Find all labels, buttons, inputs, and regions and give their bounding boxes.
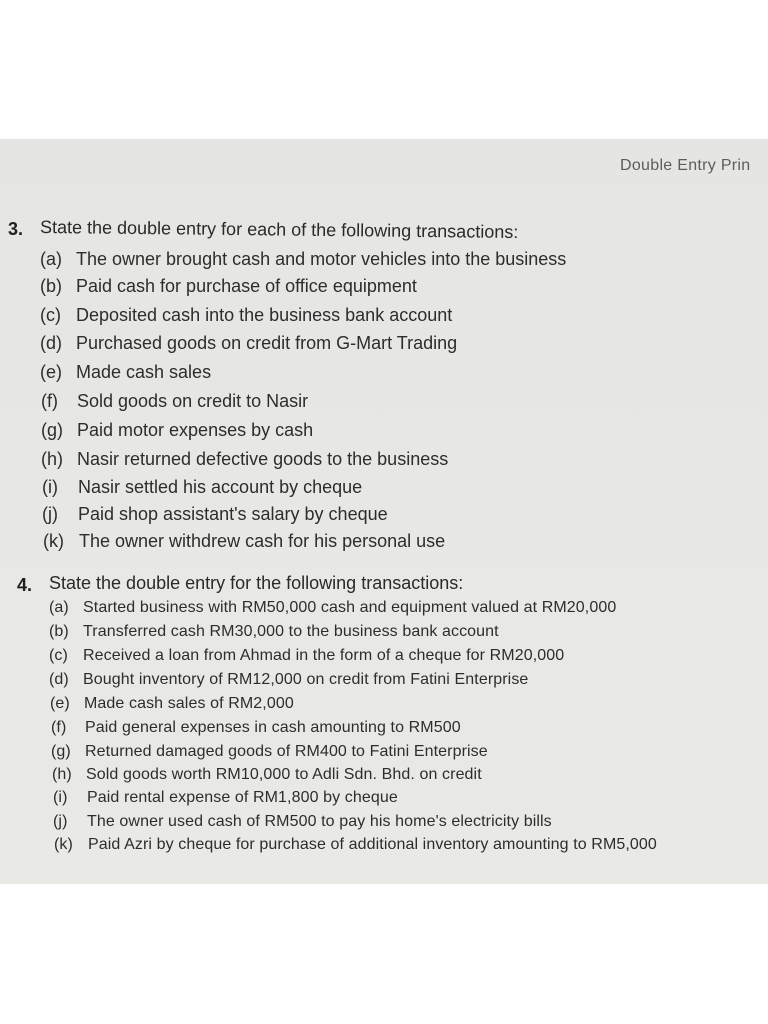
item-text: The owner withdrew cash for his personal use (79, 531, 446, 551)
item-letter: (c) (49, 647, 68, 664)
list-item (49, 671, 528, 689)
list-item (51, 719, 461, 737)
item-text: Paid Azri by cheque for purchase of additional inventory amounting to RM5,000 (88, 836, 657, 853)
list-item (49, 623, 499, 641)
item-letter: (h) (52, 766, 72, 783)
item-letter: (i) (53, 789, 68, 806)
list-item (50, 695, 294, 713)
item-text: Paid general expenses in cash amounting to RM500 (85, 719, 461, 736)
item-letter: (c) (40, 305, 61, 325)
item-text: Transferred cash RM30,000 to the business bank account (83, 623, 499, 640)
item-letter: (j) (53, 813, 68, 830)
list-item (42, 477, 362, 498)
item-text: Made cash sales (76, 362, 212, 382)
list-item (41, 449, 448, 470)
item-letter: (d) (40, 333, 62, 353)
list-item (52, 766, 482, 784)
question-3 (0, 217, 768, 551)
question-prompt: State the double entry for the following transactions: (49, 573, 464, 593)
item-text: Bought inventory of RM12,000 on credit from Fatini Enterprise (83, 671, 529, 688)
question-number: 3. (8, 219, 24, 239)
item-text: Sold goods on credit to Nasir (77, 391, 309, 411)
item-text: The owner used cash of RM500 to pay his home's electricity bills (87, 813, 552, 830)
textbook-page (0, 139, 768, 884)
item-letter: (d) (49, 671, 69, 688)
item-letter: (g) (51, 743, 71, 760)
list-item (40, 305, 452, 326)
item-letter: (e) (50, 695, 70, 712)
question-number: 4. (17, 575, 33, 595)
item-letter: (f) (41, 391, 58, 411)
running-header: Double Entry Prin (620, 157, 751, 174)
item-text: Returned damaged goods of RM400 to Fatini Enterprise (85, 743, 488, 760)
item-text: Paid cash for purchase of office equipment (76, 276, 417, 296)
item-text: Deposited cash into the business bank account (76, 305, 453, 325)
question-3-heading (0, 219, 768, 249)
question-4 (0, 573, 768, 853)
item-text: Started business with RM50,000 cash and equipment valued at RM20,000 (83, 599, 617, 616)
item-text: Sold goods worth RM10,000 to Adli Sdn. Bhd. on credit (86, 766, 482, 783)
item-letter: (a) (49, 599, 69, 616)
item-letter: (f) (51, 719, 67, 736)
list-item (51, 743, 488, 761)
item-letter: (i) (42, 477, 58, 497)
list-item (40, 362, 211, 383)
list-item (49, 599, 616, 617)
item-letter: (g) (41, 420, 63, 440)
item-letter: (k) (54, 836, 73, 853)
list-item (42, 504, 388, 525)
list-item (54, 836, 657, 854)
item-letter: (b) (40, 276, 62, 296)
item-text: Paid rental expense of RM1,800 by cheque (87, 789, 398, 806)
list-item (49, 647, 564, 665)
list-item (40, 249, 566, 270)
list-item (43, 531, 445, 552)
list-item (40, 333, 457, 354)
item-text: Made cash sales of RM2,000 (84, 695, 294, 712)
item-letter: (h) (41, 449, 63, 469)
list-item (53, 789, 398, 807)
list-item (53, 813, 552, 831)
item-text: Nasir returned defective goods to the business (77, 449, 449, 469)
list-item (40, 276, 417, 297)
item-text: Purchased goods on credit from G-Mart Trading (76, 333, 458, 353)
list-item (41, 391, 308, 412)
item-letter: (b) (49, 623, 69, 640)
item-text: Received a loan from Ahmad in the form of a cheque for RM20,000 (83, 647, 565, 664)
item-letter: (j) (42, 504, 58, 524)
item-letter: (a) (40, 249, 62, 269)
item-letter: (k) (43, 531, 64, 551)
item-text: Paid motor expenses by cash (77, 420, 314, 440)
question-prompt: State the double entry for each of the following transactions: (39, 217, 519, 243)
item-letter: (e) (40, 362, 62, 382)
item-text: The owner brought cash and motor vehicles into the business (76, 249, 567, 269)
list-item (41, 420, 313, 441)
item-text: Nasir settled his account by cheque (78, 477, 363, 497)
item-text: Paid shop assistant's salary by cheque (78, 504, 388, 524)
